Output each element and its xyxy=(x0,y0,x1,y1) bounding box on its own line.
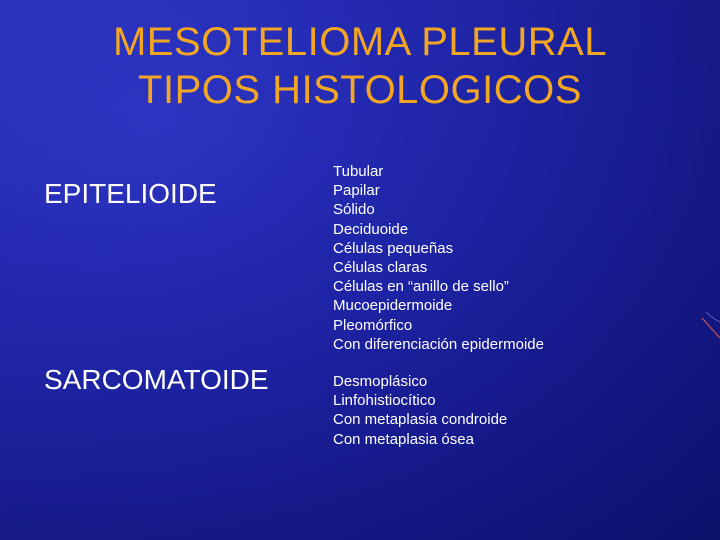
list-item: Pleomórfico xyxy=(333,316,413,334)
list-item: Con metaplasia ósea xyxy=(333,430,474,448)
category-epitelioide: EPITELIOIDE xyxy=(44,178,217,209)
list-item: Células claras xyxy=(333,259,428,277)
slide-title xyxy=(40,18,680,114)
list-item: Células en “anillo de sello” xyxy=(333,278,509,296)
list-item: Células pequeñas xyxy=(333,239,454,257)
list-item: Deciduoide xyxy=(333,220,409,238)
title-line-1: MESOTELIOMA PLEURAL xyxy=(112,20,608,64)
list-item: Desmoplásico xyxy=(333,373,428,390)
category-sarcomatoide: SARCOMATOIDE xyxy=(44,364,269,395)
list-item: Sólido xyxy=(333,201,375,219)
list-item: Con diferenciación epidermoide xyxy=(333,335,544,353)
sarcomatoide-subtype-list xyxy=(333,372,507,449)
epitelioide-subtype-list xyxy=(333,162,544,354)
title-line-2: TIPOS HISTOLOGICOS xyxy=(138,68,582,112)
list-item: Tubular xyxy=(333,163,384,180)
list-item: Mucoepidermoide xyxy=(333,297,453,315)
list-item: Con metaplasia condroide xyxy=(333,411,508,429)
list-item: Linfohistiocítico xyxy=(333,392,436,410)
list-item: Papilar xyxy=(333,182,380,200)
